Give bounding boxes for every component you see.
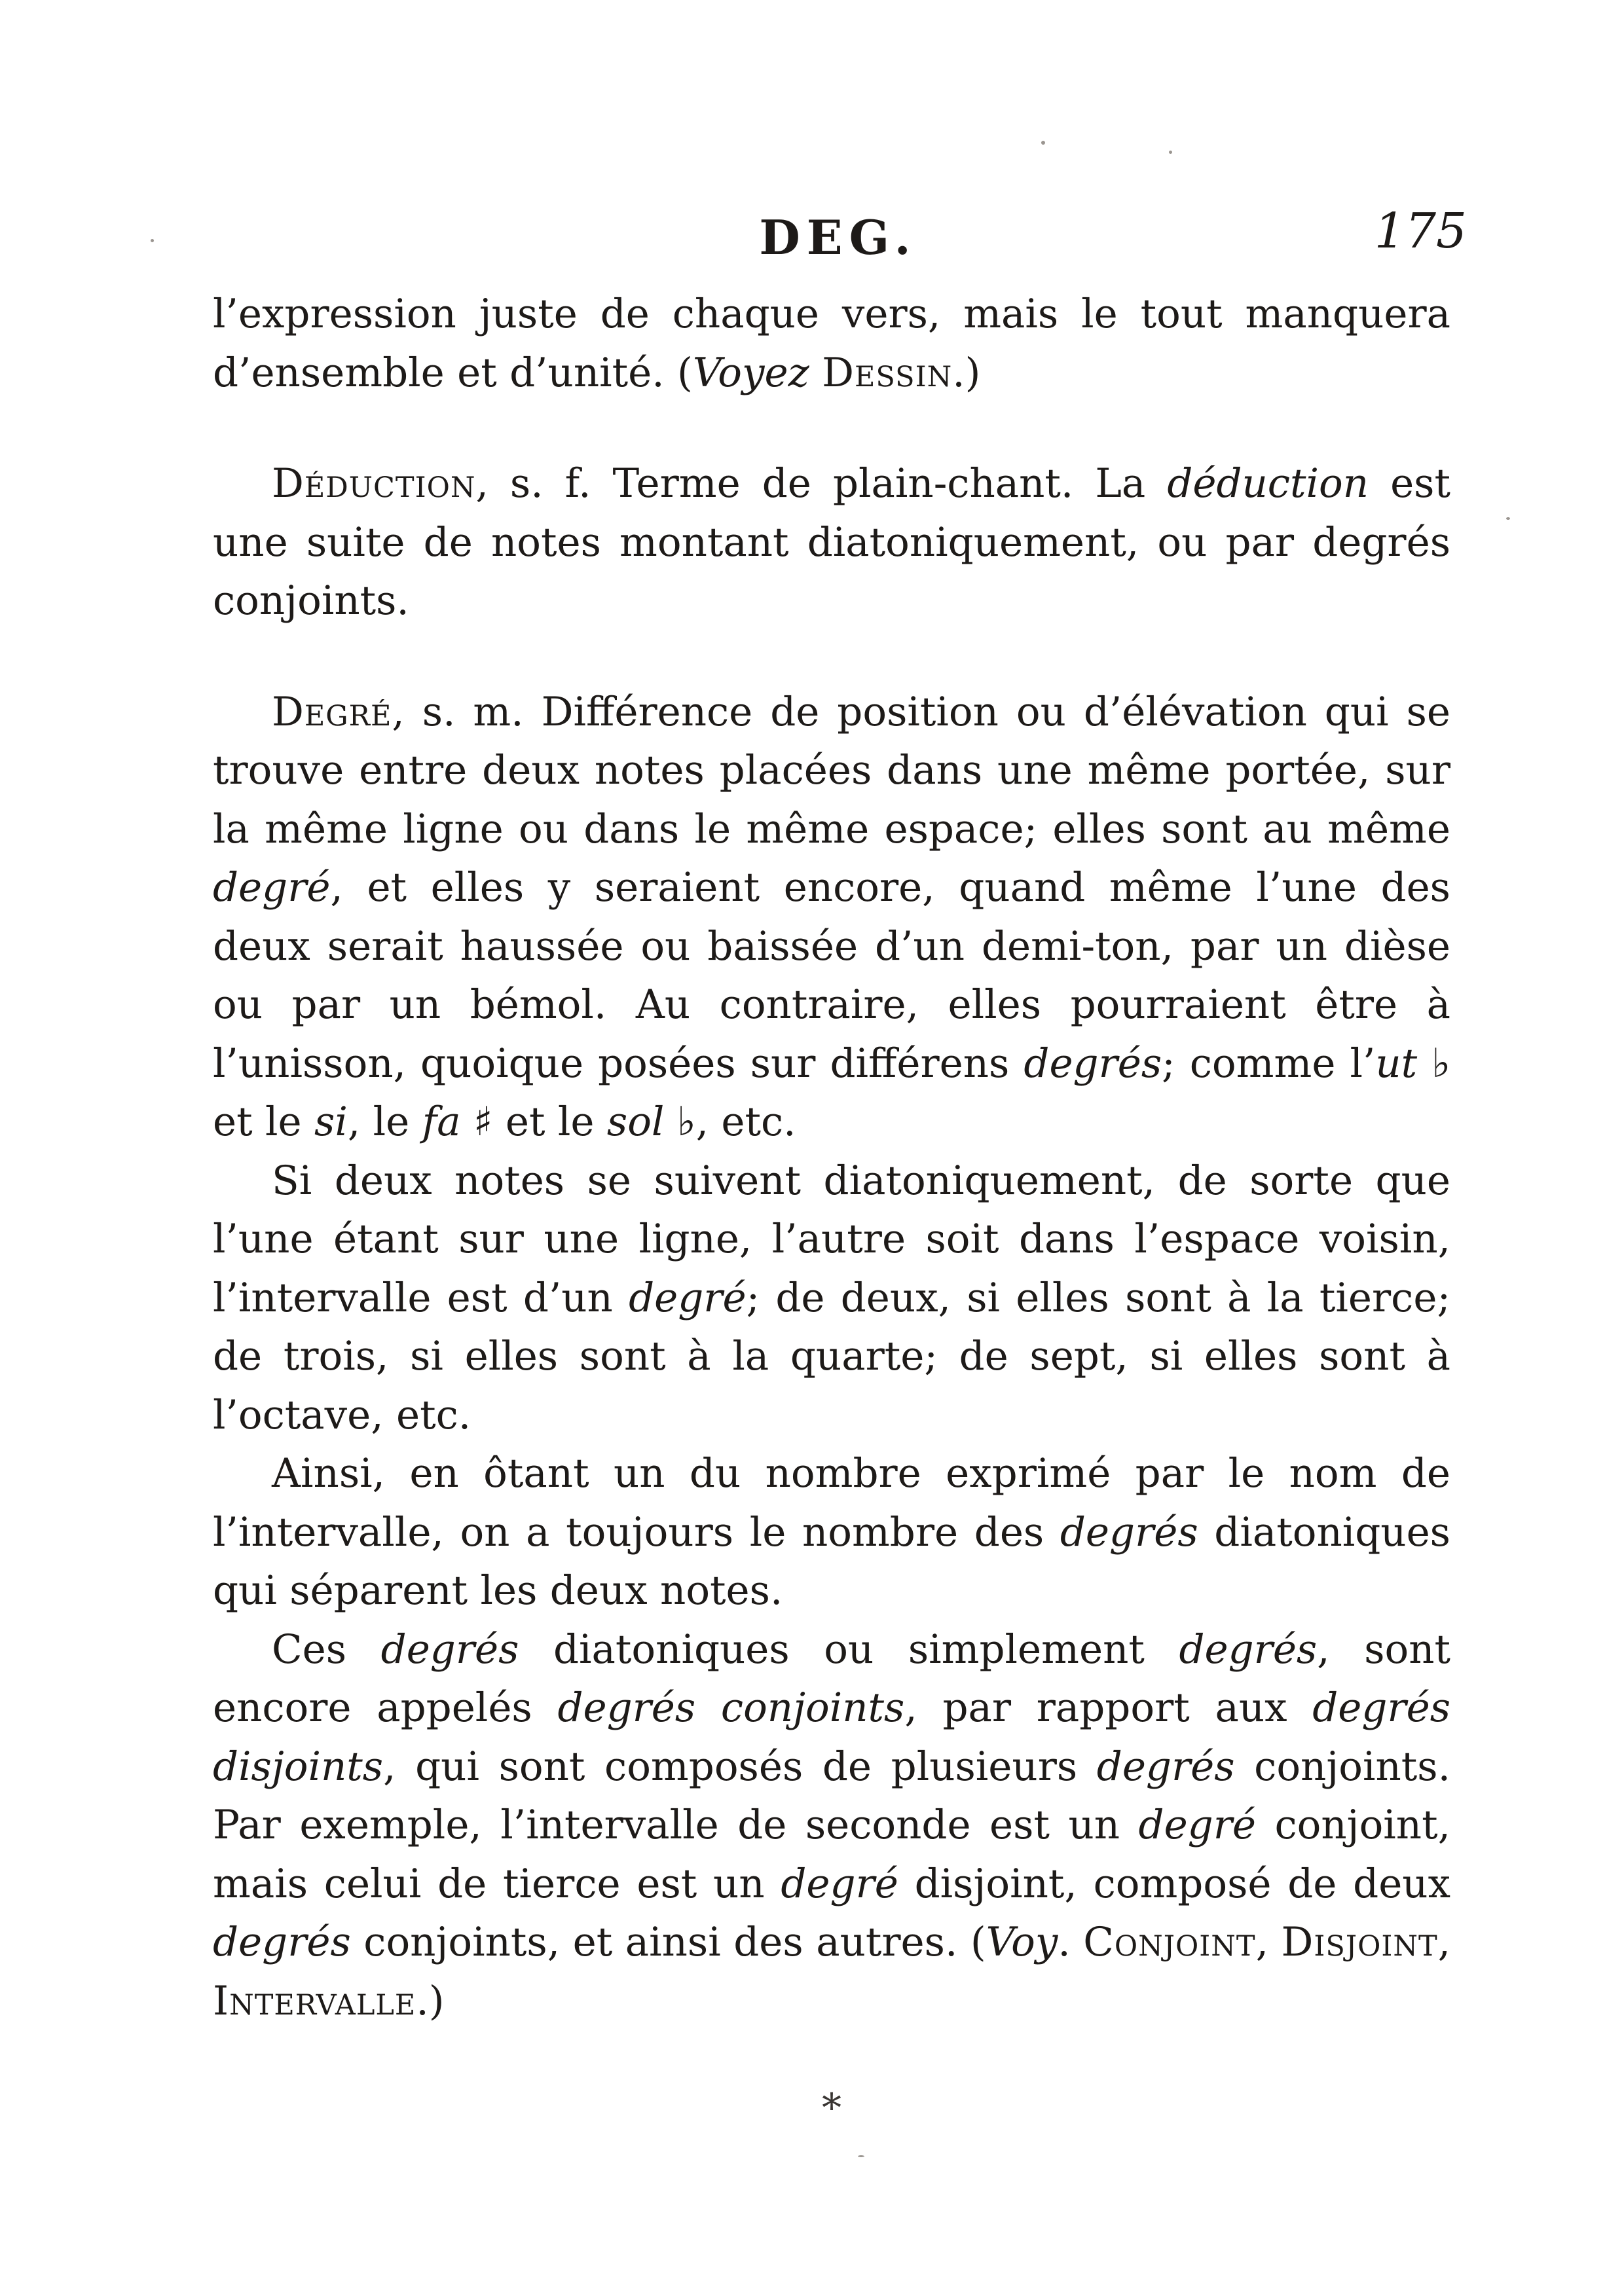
italic-term: degrés [213,1919,351,1965]
italic-term: degrés [1179,1626,1318,1673]
paragraph-gap [213,630,1450,683]
text-run: ; de deux, si elles sont à la tierce; de trois, si elles sont à la quarte; de sept, si elles sont à l’octave, etc. [213,1274,1450,1438]
headword: Déduction [272,460,476,507]
text-run: ♯ et le [460,1099,607,1145]
italic-term: degrés [1024,1040,1162,1087]
italic-term: Voyez [692,349,809,396]
text-run: , par rapport aux [904,1685,1313,1731]
text-run: .) [416,1977,445,2024]
italic-term: degré [1138,1802,1256,1848]
paragraph [213,1152,1450,1445]
text-run: , qui sont composés de plusieurs [383,1743,1097,1790]
text-run: Si deux notes se suivent diatoniquement, de sorte que l’une étant sur une ligne, l’autre soit dans l’espace voisin, l’intervalle est d’un [213,1157,1450,1321]
paper-speck [1169,151,1172,154]
paragraph [213,454,1450,630]
text-run: Ces [272,1626,381,1673]
italic-term: degrés disjoints [213,1685,1450,1790]
paper-speck [1506,517,1510,520]
paper-speck [1041,141,1045,145]
text-run: ; comme l’ [1162,1040,1376,1087]
text-run: disjoint, composé de deux [898,1860,1450,1907]
headword: Dessin [822,349,953,396]
text-run: . [1058,1919,1084,1965]
text-run: est une suite de notes montant diatoniquement, ou par degrés conjoints. [213,460,1450,624]
italic-term: sol [606,1099,665,1145]
headword: Disjoint [1281,1919,1438,1965]
page-number: 175 [1374,203,1467,259]
text-run: , [1437,1919,1451,1965]
paragraph [213,285,1450,402]
italic-term: degrés conjoints [557,1685,905,1731]
text-run: diatoniques qui séparent les deux notes. [213,1508,1450,1614]
paper-speck [858,2155,864,2157]
text-run: Ainsi, en ôtant un du nombre exprimé par le nom de l’intervalle, on a toujours le nombre des [213,1450,1450,1556]
paragraph [213,1444,1450,1620]
headword: Intervalle [213,1977,416,2024]
italic-term: degrés [1096,1743,1235,1790]
text-run [809,350,822,396]
text-run: , s. f. Terme de plain-chant. La [475,460,1168,507]
italic-term: degrés [1060,1508,1198,1556]
text-run: , [1255,1919,1282,1965]
running-head-word: DEG. [759,210,917,265]
italic-term: si [314,1099,348,1145]
italic-term: déduction [1167,460,1369,507]
paragraph [213,683,1450,1152]
text-run: conjoints, et ainsi des autres. ( [350,1919,986,1965]
running-head [210,196,1467,268]
paragraph-gap [213,402,1450,454]
text-run: l’expression juste de chaque vers, mais le tout manquera d’ensemble et d’unité. ( [213,291,1450,396]
italic-term: degré [781,1860,898,1907]
headword: Degré [272,688,392,735]
text-run: diatoniques ou simplement [519,1626,1179,1673]
italic-term: Voy [986,1919,1058,1965]
italic-term: degrés [380,1626,519,1673]
body-text [213,285,1450,2030]
italic-term: ut [1375,1040,1418,1087]
italic-term: fa [422,1099,461,1145]
text-run: conjoints. Par exemple, l’intervalle de seconde est un [213,1743,1450,1848]
signature-mark: * [822,2085,841,2131]
text-run: conjoint, mais celui de tierce est un [213,1802,1451,1907]
text-run: ♭, etc. [664,1099,796,1145]
headword: Conjoint [1083,1919,1256,1965]
italic-term: degré [213,864,331,911]
text-run: , sont encore appelés [213,1626,1451,1731]
paper-speck [151,239,154,242]
text-run: .) [952,349,981,396]
text-run: , s. m. Différence de position ou d’élévation qui se trouve entre deux notes placées dans une même portée, sur la même ligne ou dans le même espace; elles sont au même [213,688,1450,852]
paragraph [213,1620,1450,2031]
italic-term: degré [629,1274,747,1321]
text-run: , et elles y seraient encore, quand même l’une des deux serait haussée ou baissée d’un demi-ton, par un dièse ou par un bémol. Au contraire, elles pourraient être à l’unisson, quoique posées sur différens [213,864,1450,1087]
text-run: ♭ et le [213,1040,1451,1145]
text-run: , le [347,1099,422,1145]
